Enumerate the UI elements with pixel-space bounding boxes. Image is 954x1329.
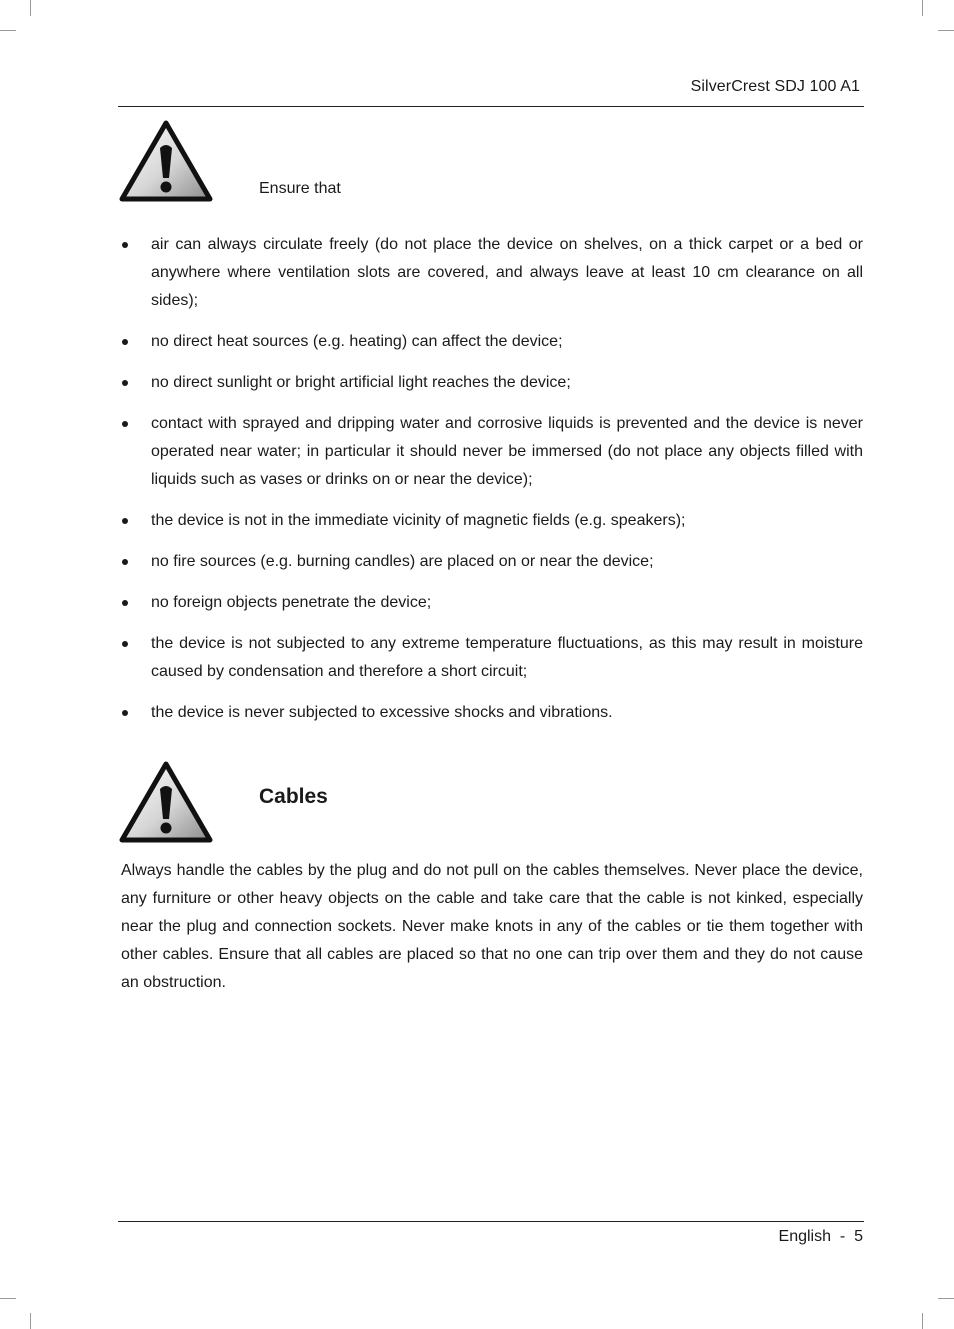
list-item-text: the device is not in the immediate vicinity of magnetic fields (e.g. speakers); [151, 512, 686, 529]
bullet-icon [122, 600, 128, 606]
bullet-icon [122, 710, 128, 716]
list-item [121, 410, 863, 494]
section-title: Cables [259, 785, 328, 808]
list-item-text: the device is not subjected to any extreme temperature fluctuations, as this may result in moisture caused by condensation and therefore a short circuit; [151, 635, 863, 680]
list-item [121, 369, 863, 397]
crop-mark [0, 30, 16, 31]
list-item-text: contact with sprayed and dripping water and corrosive liquids is prevented and the device is never operated near water; in particular it should never be immersed (do not place any objects filled with liquids such as vases or drinks on or near the device); [151, 415, 863, 488]
list-item [121, 507, 863, 535]
page-header-product: SilverCrest SDJ 100 A1 [690, 78, 860, 95]
list-item-text: no fire sources (e.g. burning candles) are placed on or near the device; [151, 553, 654, 570]
list-item-text: the device is never subjected to excessive shocks and vibrations. [151, 704, 613, 721]
list-item-text: no direct heat sources (e.g. heating) can affect the device; [151, 333, 563, 350]
list-item-text: air can always circulate freely (do not place the device on shelves, on a thick carpet or a bed or anywhere where ventilation slots are covered, and always leave at least 10 cm clearance on all sides); [151, 236, 863, 309]
crop-mark [938, 30, 954, 31]
crop-mark [0, 1298, 16, 1299]
bullet-icon [122, 380, 128, 386]
cables-paragraph: Always handle the cables by the plug and do not pull on the cables themselves. Never place the device, any furniture or other heavy objects on the cable and take care that the cable is not kinked, especially near the plug and connection sockets. Never make knots in any of the cables or tie them together with other cables. Ensure that all cables are placed so that no one can trip over them and they do not cause an obstruction. [121, 862, 863, 991]
crop-mark [922, 1313, 923, 1329]
list-item [121, 328, 863, 356]
bullet-icon [122, 421, 128, 427]
list-item [121, 630, 863, 686]
list-item [121, 231, 863, 315]
intro-text: Ensure that [259, 180, 341, 197]
warning-triangle-icon [119, 120, 213, 203]
bullet-icon [122, 242, 128, 248]
bullet-icon [122, 518, 128, 524]
crop-mark [30, 1313, 31, 1329]
bullet-icon [122, 641, 128, 647]
crop-mark [922, 0, 923, 16]
list-item-text: no foreign objects penetrate the device; [151, 594, 432, 611]
list-item [121, 548, 863, 576]
footer-rule [118, 1221, 864, 1222]
header-rule [118, 106, 864, 107]
bullet-icon [122, 559, 128, 565]
precaution-list [121, 231, 863, 740]
list-item-text: no direct sunlight or bright artificial light reaches the device; [151, 374, 571, 391]
list-item [121, 589, 863, 617]
bullet-icon [122, 339, 128, 345]
crop-mark [30, 0, 31, 16]
warning-triangle-icon [119, 761, 213, 844]
page-footer: English - 5 [778, 1228, 863, 1245]
list-item [121, 699, 863, 727]
crop-mark [938, 1298, 954, 1299]
